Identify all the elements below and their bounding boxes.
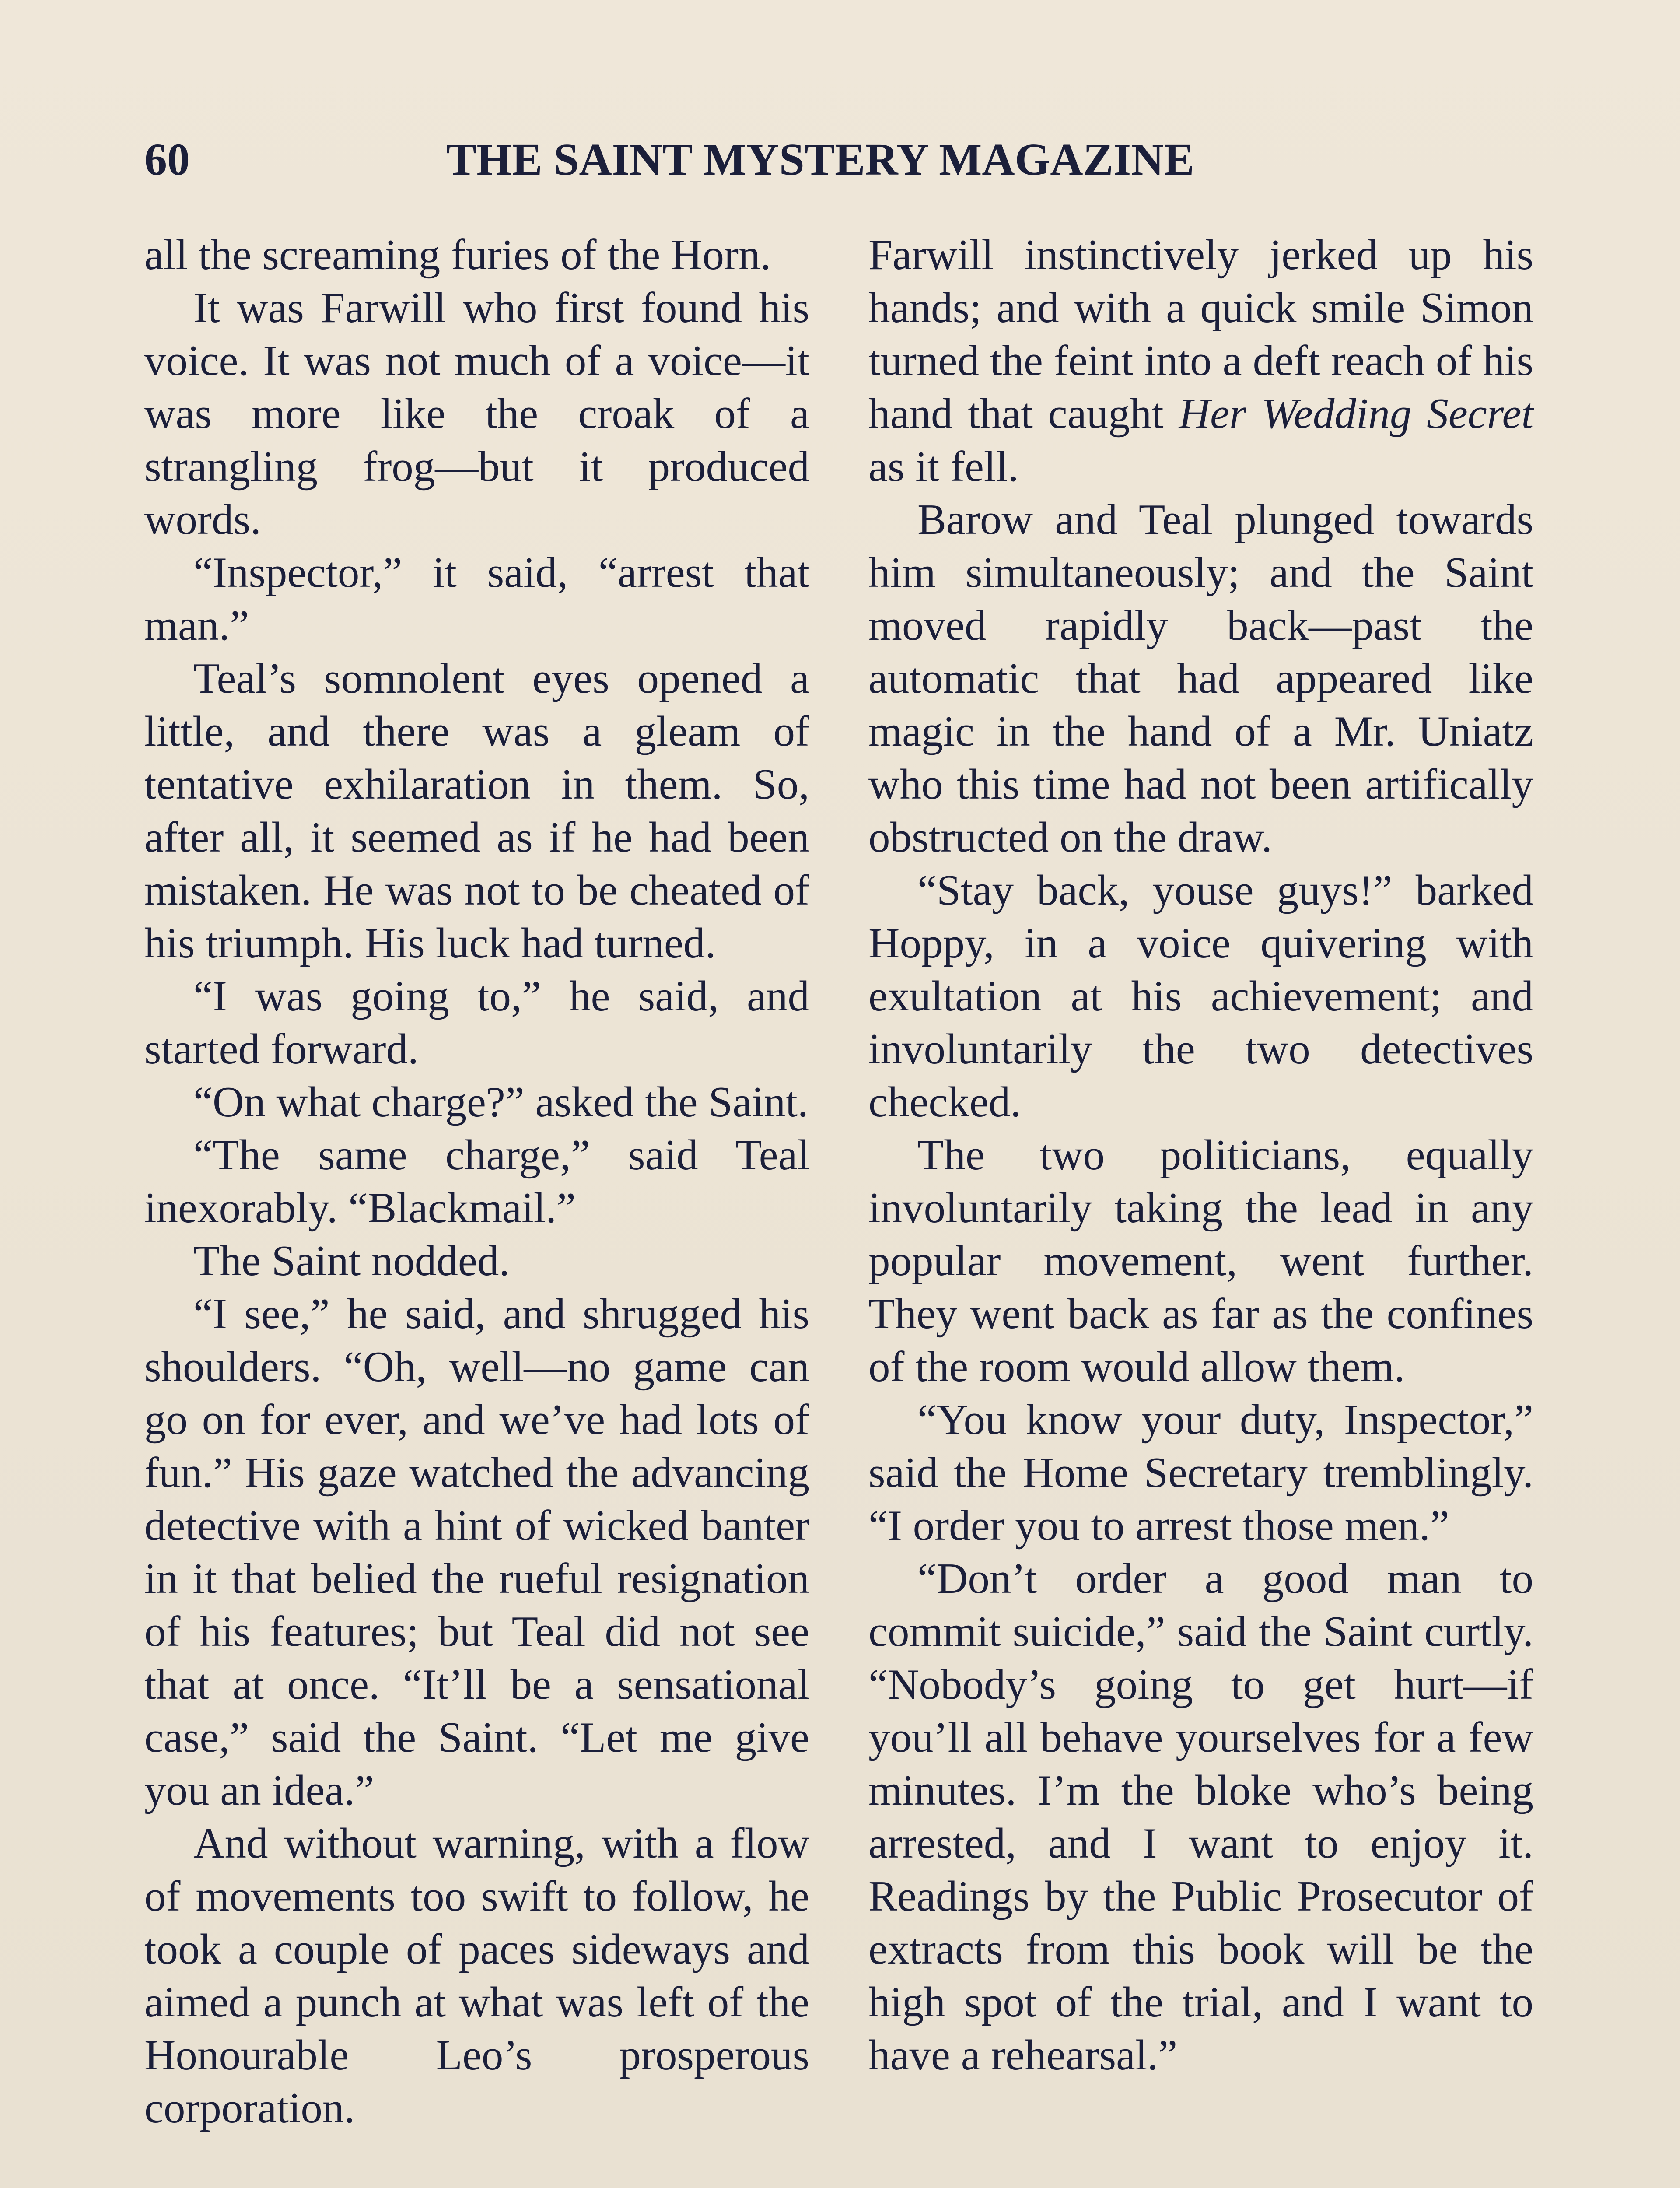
paragraph: “The same charge,” said Teal inexorably. “Blackmail.” — [144, 1131, 809, 1232]
right-column — [868, 228, 1533, 2082]
page-header — [144, 131, 1229, 188]
paragraph: Barow and Teal plunged towards him simultaneously; and the Saint moved rapidly back—past the automatic that had appeared like magic in the hand of a Mr. Uniatz who this time had not been artifically obstructed on the draw. — [868, 496, 1533, 861]
paragraph: The two politicians, equally involuntarily taking the lead in any popular movement, went further. They went back as far as the confines of the room would allow them. — [868, 1131, 1533, 1391]
paragraph: And without warning, with a flow of movements too swift to follow, he took a couple of paces sideways and aimed a punch at what was left of the Honourable Leo’s prosperous corporation. — [144, 1820, 809, 2132]
paragraph: “I was going to,” he said, and started forward. — [144, 972, 809, 1073]
paragraph: Teal’s somnolent eyes opened a little, and there was a gleam of tentative exhilaration in them. So, after all, it seemed as if he had been mistaken. He was not to be cheated of his triumph. His luck had turned. — [144, 655, 809, 967]
book-title: Her Wedding Secret — [1179, 390, 1533, 438]
paragraph: “You know your duty, Inspector,” said the Home Secretary tremblingly. “I order you to arrest those men.” — [868, 1396, 1533, 1550]
paragraph: all the screaming furies of the Horn. — [144, 231, 771, 279]
page-number: 60 — [144, 134, 190, 185]
paragraph: “I see,” he said, and shrugged his shoulders. “Oh, well—no game can go on for ever, and we’ve had lots of fun.” His gaze watched the advancing detective with a hint of wicked banter in it that belied the rueful resignation of his features; but Teal did not see that at once. “It’ll be a sensational case,” said the Saint. “Let me give you an idea.” — [144, 1290, 809, 1814]
left-column — [144, 228, 809, 2135]
paragraph — [868, 228, 1533, 493]
paragraph: The Saint nodded. — [193, 1237, 510, 1285]
paragraph-text: Farwill instinctively jerked up his hands; and with a quick smile Simon turned the feint into a deft reach of his hand that caught — [868, 231, 1533, 438]
paragraph-text: as it fell. — [868, 443, 1019, 491]
paragraph: “Stay back, youse guys!” barked Hoppy, in a voice quivering with exultation at his achievement; and involuntarily the two detectives checked. — [868, 866, 1533, 1126]
paragraph: It was Farwill who first found his voice. It was not much of a voice—it was more like the croak of a strangling frog—but it produced words. — [144, 284, 809, 543]
magazine-title: THE SAINT MYSTERY MAGAZINE — [446, 134, 1194, 185]
paragraph: “Inspector,” it said, “arrest that man.” — [144, 549, 809, 649]
paragraph: “Don’t order a good man to commit suicide,” said the Saint curtly. “Nobody’s going to get hurt—if you’ll all behave yourselves for a few minutes. I’m the bloke who’s being arrested, and I want to enjoy it. Readings by the Public Prosecutor of extracts from this book will be the high spot of the trial, and I want to have a rehearsal.” — [868, 1555, 1533, 2079]
paragraph: “On what charge?” asked the Saint. — [193, 1078, 808, 1126]
